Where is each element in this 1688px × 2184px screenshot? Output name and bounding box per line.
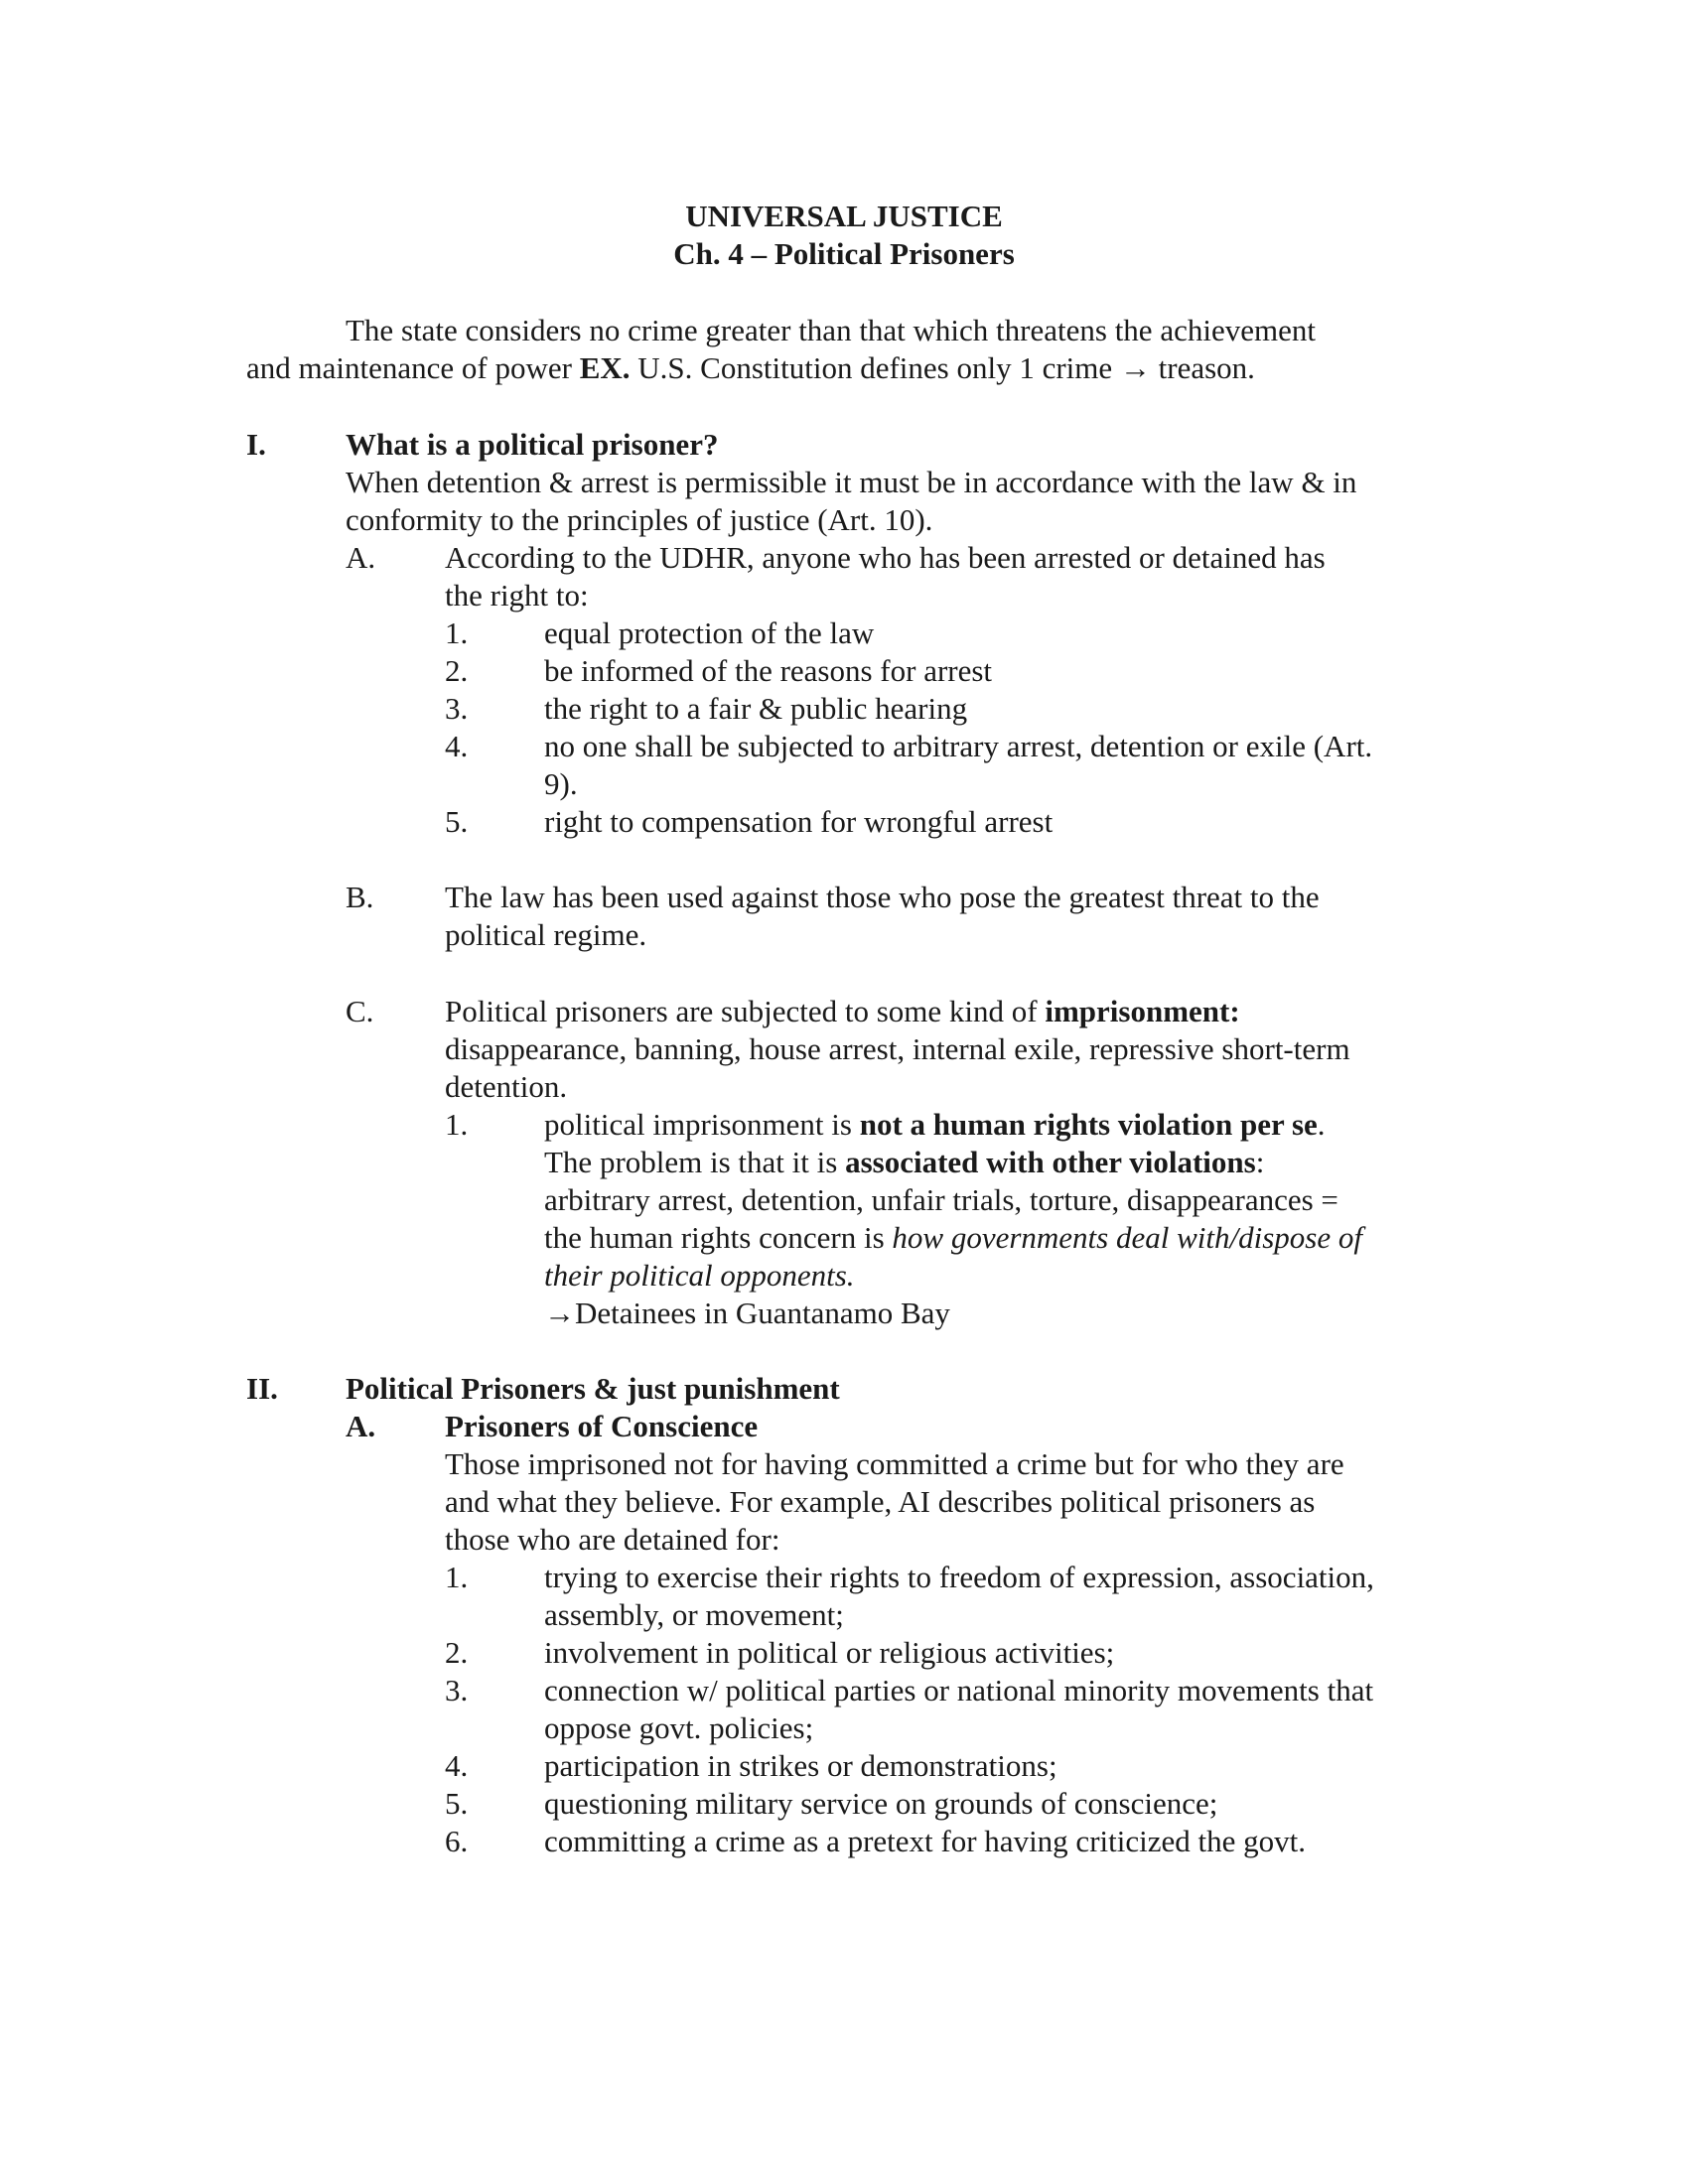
list-item: connection w/ political parties or national minority movements that bbox=[544, 1673, 1374, 1707]
list-number: 5. bbox=[445, 1786, 469, 1821]
list-number: 2. bbox=[445, 653, 469, 688]
section-1-b-line-1: The law has been used against those who pose the greatest threat to the bbox=[445, 880, 1320, 914]
emphasis-text: associated with other violations bbox=[845, 1145, 1256, 1179]
arrow-icon: → bbox=[544, 1296, 575, 1330]
section-1-text-line-1: When detention & arrest is permissible it must be in accordance with the law & in bbox=[346, 465, 1357, 499]
section-1-text-line-2: conformity to the principles of justice (Art. 10). bbox=[346, 502, 933, 537]
section-1-a-letter: A. bbox=[346, 540, 376, 575]
section-1-c-line-3: detention. bbox=[445, 1069, 568, 1104]
section-1-c-letter: C. bbox=[346, 994, 374, 1028]
list-number: 1. bbox=[445, 1560, 469, 1594]
arrow-icon: → bbox=[1119, 350, 1151, 385]
section-1-a-line-2: the right to: bbox=[445, 578, 589, 613]
section-1-b-letter: B. bbox=[346, 880, 374, 914]
list-item: participation in strikes or demonstrations; bbox=[544, 1748, 1057, 1783]
section-1-c-line-1: Political prisoners are subjected to some kind of imprisonment: bbox=[445, 994, 1240, 1028]
list-item: trying to exercise their rights to freedom of expression, association, bbox=[544, 1560, 1374, 1594]
italic-text: how governments deal with/dispose of bbox=[892, 1220, 1362, 1255]
section-2-heading: Political Prisoners & just punishment bbox=[346, 1371, 840, 1406]
list-item-continuation: 9). bbox=[544, 766, 578, 801]
section-1-c-line-2: disappearance, banning, house arrest, internal exile, repressive short-term bbox=[445, 1031, 1350, 1066]
list-number: 3. bbox=[445, 691, 469, 726]
list-number: 2. bbox=[445, 1635, 469, 1670]
list-number: 1. bbox=[445, 1107, 469, 1142]
intro-line-2: and maintenance of power EX. U.S. Constitution defines only 1 crime → treason. bbox=[246, 350, 1255, 385]
emphasis-text: not a human rights violation per se bbox=[859, 1107, 1318, 1142]
section-2-a-letter: A. bbox=[346, 1409, 376, 1443]
section-2-a-heading: Prisoners of Conscience bbox=[445, 1409, 759, 1443]
intro-line-1: The state considers no crime greater than that which threatens the achievement bbox=[346, 313, 1316, 347]
example-line: →Detainees in Guantanamo Bay bbox=[544, 1296, 950, 1330]
list-item: involvement in political or religious activities; bbox=[544, 1635, 1115, 1670]
list-item: be informed of the reasons for arrest bbox=[544, 653, 993, 688]
section-1-heading: What is a political prisoner? bbox=[346, 427, 719, 462]
list-number: 6. bbox=[445, 1824, 469, 1858]
ex-label: EX. bbox=[579, 350, 631, 385]
section-2-a-line-1: Those imprisoned not for having committed a crime but for who they are bbox=[445, 1446, 1344, 1481]
list-item: right to compensation for wrongful arrest bbox=[544, 804, 1054, 839]
list-item-continuation: oppose govt. policies; bbox=[544, 1710, 814, 1745]
section-1-numeral: I. bbox=[246, 427, 266, 462]
doc-title: UNIVERSAL JUSTICE bbox=[685, 199, 1003, 233]
doc-subtitle: Ch. 4 – Political Prisoners bbox=[673, 236, 1015, 271]
list-item-continuation: the human rights concern is how governments deal with/dispose of bbox=[544, 1220, 1362, 1255]
list-number: 4. bbox=[445, 729, 469, 763]
list-item: political imprisonment is not a human rights violation per se. bbox=[544, 1107, 1326, 1142]
list-item-continuation: their political opponents. bbox=[544, 1258, 855, 1293]
imprisonment-term: imprisonment: bbox=[1045, 994, 1240, 1028]
section-2-a-line-3: those who are detained for: bbox=[445, 1522, 780, 1557]
list-number: 3. bbox=[445, 1673, 469, 1707]
list-number: 5. bbox=[445, 804, 469, 839]
list-item-continuation: arbitrary arrest, detention, unfair trials, torture, disappearances = bbox=[544, 1182, 1338, 1217]
section-1-b-line-2: political regime. bbox=[445, 917, 647, 952]
list-item-continuation: assembly, or movement; bbox=[544, 1597, 844, 1632]
section-1-a-line-1: According to the UDHR, anyone who has been arrested or detained has bbox=[445, 540, 1326, 575]
list-item: the right to a fair & public hearing bbox=[544, 691, 968, 726]
list-item: no one shall be subjected to arbitrary arrest, detention or exile (Art. bbox=[544, 729, 1373, 763]
list-item: equal protection of the law bbox=[544, 615, 875, 650]
list-item: committing a crime as a pretext for having criticized the govt. bbox=[544, 1824, 1306, 1858]
list-item: questioning military service on grounds of conscience; bbox=[544, 1786, 1218, 1821]
list-number: 1. bbox=[445, 615, 469, 650]
list-number: 4. bbox=[445, 1748, 469, 1783]
section-2-numeral: II. bbox=[246, 1371, 278, 1406]
section-2-a-line-2: and what they believe. For example, AI describes political prisoners as bbox=[445, 1484, 1316, 1519]
list-item-continuation: The problem is that it is associated with other violations: bbox=[544, 1145, 1265, 1179]
